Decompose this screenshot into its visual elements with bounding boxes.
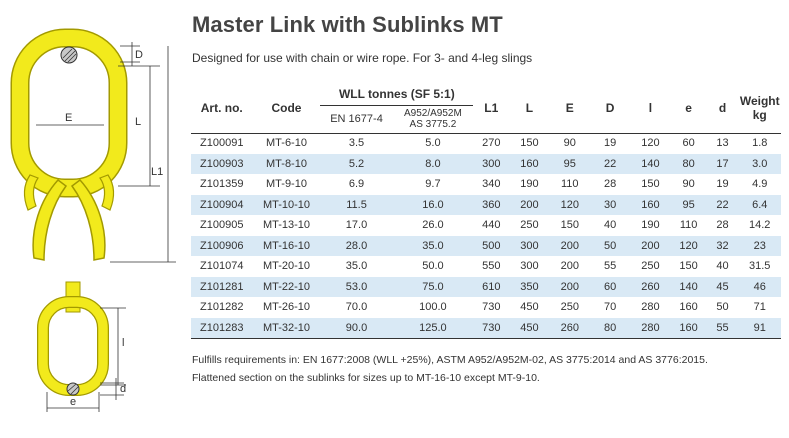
cell-d: 80 [590,318,630,339]
cell-l: 200 [630,236,670,257]
cell-l: 450 [509,318,549,339]
sublink-right [72,180,105,260]
cell-l: 300 [509,236,549,257]
header-wll: WLL tonnes (SF 5:1) [320,83,473,105]
cell-art: Z101359 [191,174,253,195]
cell-e: 150 [671,256,707,277]
cell-code: MT-16-10 [253,236,321,257]
cross-section-bottom [67,383,79,395]
cell-code: MT-9-10 [253,174,321,195]
cell-wll_en: 90.0 [320,318,392,339]
cell-l: 260 [630,277,670,298]
table-row [191,174,781,195]
cell-e: 200 [550,277,590,298]
cell-l: 190 [509,174,549,195]
cell-l: 450 [509,297,549,318]
header-weight: Weight kg [739,93,780,122]
table-row [191,256,781,277]
cell-d: 45 [707,277,739,298]
cell-d: 55 [590,256,630,277]
cell-kg: 23 [738,236,781,257]
header-d-small: d [718,100,727,115]
table-row [191,154,781,175]
cell-d: 40 [707,256,739,277]
cell-l1: 440 [473,215,509,236]
cell-e: 250 [550,297,590,318]
cell-wll_en: 53.0 [320,277,392,298]
header-L: L [525,100,534,115]
cell-e: 110 [550,174,590,195]
cell-l1: 730 [473,297,509,318]
cell-code: MT-22-10 [253,277,321,298]
dim-l-label: l [122,337,125,349]
cell-art: Z101282 [191,297,253,318]
cell-wll_astm: 16.0 [393,195,474,216]
cell-e: 160 [671,318,707,339]
cell-l1: 270 [473,133,509,154]
cell-art: Z101283 [191,318,253,339]
header-wll-en: EN 1677-4 [330,113,383,125]
cell-l: 280 [630,297,670,318]
cell-e: 120 [550,195,590,216]
cell-d: 17 [707,154,739,175]
cell-wll_astm: 35.0 [393,236,474,257]
cell-l: 300 [509,256,549,277]
cell-l1: 340 [473,174,509,195]
header-e-small: e [685,100,692,115]
cell-l: 160 [630,195,670,216]
cell-d: 60 [590,277,630,298]
cell-code: MT-32-10 [253,318,321,339]
table-row [191,215,781,236]
cell-e: 95 [671,195,707,216]
cell-d: 28 [707,215,739,236]
table-row [191,195,781,216]
cell-wll_astm: 125.0 [393,318,474,339]
cell-kg: 14.2 [738,215,781,236]
dim-L-label: L [135,116,142,128]
cell-d: 19 [590,133,630,154]
cell-wll_astm: 26.0 [393,215,474,236]
header-D: D [605,100,615,115]
table-body [191,133,781,338]
cell-l: 250 [509,215,549,236]
dim-L1-label: L1 [151,166,164,178]
table-row [191,236,781,257]
cell-kg: 6.4 [738,195,781,216]
page-subtitle: Designed for use with chain or wire rope. For 3- and 4-leg slings [192,51,533,65]
cell-l1: 360 [473,195,509,216]
cell-e: 60 [671,133,707,154]
cell-e: 110 [671,215,707,236]
cell-d: 50 [590,236,630,257]
cell-d: 19 [707,174,739,195]
cell-l1: 550 [473,256,509,277]
cell-l: 190 [630,215,670,236]
cell-code: MT-13-10 [253,215,321,236]
cell-art: Z100091 [191,133,253,154]
cell-l: 160 [509,154,549,175]
cell-e: 200 [550,236,590,257]
page-title: Master Link with Sublinks MT [192,12,503,37]
cell-l: 150 [509,133,549,154]
cell-e: 200 [550,256,590,277]
cell-wll_en: 11.5 [320,195,392,216]
header-L1: L1 [484,100,499,115]
cell-e: 140 [671,277,707,298]
cell-art: Z100904 [191,195,253,216]
cell-l: 350 [509,277,549,298]
header-E: E [565,100,574,115]
cell-e: 80 [671,154,707,175]
cell-code: MT-6-10 [253,133,321,154]
cell-kg: 3.0 [738,154,781,175]
cell-art: Z100903 [191,154,253,175]
dim-e-label: e [70,396,77,408]
cell-code: MT-26-10 [253,297,321,318]
cell-wll_astm: 9.7 [393,174,474,195]
spec-table [191,83,781,339]
cell-d: 22 [590,154,630,175]
cell-d: 28 [590,174,630,195]
header-wll-astm: A952/A952M AS 3775.2 [404,108,462,130]
cell-wll_astm: 8.0 [393,154,474,175]
dim-d-label: d [120,383,127,395]
cell-wll_astm: 75.0 [393,277,474,298]
header-art-no: Art. no. [200,100,243,115]
cell-l: 140 [630,154,670,175]
cell-l1: 730 [473,318,509,339]
cell-d: 50 [707,297,739,318]
header-code: Code [271,100,302,115]
cell-kg: 91 [738,318,781,339]
cell-kg: 46 [738,277,781,298]
cell-kg: 71 [738,297,781,318]
header-l-small: l [648,100,653,115]
cell-kg: 4.9 [738,174,781,195]
cell-wll_en: 35.0 [320,256,392,277]
cell-e: 95 [550,154,590,175]
cell-art: Z100906 [191,236,253,257]
sublink-left [33,180,66,260]
cell-wll_en: 28.0 [320,236,392,257]
cell-kg: 1.8 [738,133,781,154]
cell-l: 150 [630,174,670,195]
table-row [191,277,781,298]
cell-art: Z101074 [191,256,253,277]
cell-l1: 610 [473,277,509,298]
cell-e: 150 [550,215,590,236]
table-row [191,133,781,154]
table-row [191,297,781,318]
cell-d: 32 [707,236,739,257]
cell-wll_astm: 100.0 [393,297,474,318]
cell-d: 70 [590,297,630,318]
master-link-diagram [0,0,185,270]
cell-d: 13 [707,133,739,154]
cell-l: 250 [630,256,670,277]
cell-l: 200 [509,195,549,216]
cell-wll_astm: 5.0 [393,133,474,154]
cell-code: MT-10-10 [253,195,321,216]
cell-e: 160 [671,297,707,318]
cell-l1: 500 [473,236,509,257]
cell-wll_en: 3.5 [320,133,392,154]
cell-wll_astm: 50.0 [393,256,474,277]
cell-e: 90 [550,133,590,154]
cell-code: MT-20-10 [253,256,321,277]
cell-wll_en: 5.2 [320,154,392,175]
cell-kg: 31.5 [738,256,781,277]
cell-wll_en: 70.0 [320,297,392,318]
cell-l: 280 [630,318,670,339]
dim-E-label: E [65,112,73,124]
cell-l1: 300 [473,154,509,175]
dim-D-label: D [135,49,143,61]
cell-wll_en: 17.0 [320,215,392,236]
cell-e: 90 [671,174,707,195]
note-flattened: Flattened section on the sublinks for sizes up to MT-16-10 except MT-9-10. [192,372,540,384]
cell-d: 55 [707,318,739,339]
cell-art: Z101281 [191,277,253,298]
cell-d: 30 [590,195,630,216]
cell-d: 40 [590,215,630,236]
cell-d: 22 [707,195,739,216]
cell-e: 120 [671,236,707,257]
sublink-diagram [0,280,185,438]
cell-art: Z100905 [191,215,253,236]
cell-code: MT-8-10 [253,154,321,175]
table-row [191,318,781,339]
cell-l: 120 [630,133,670,154]
cell-wll_en: 6.9 [320,174,392,195]
cell-e: 260 [550,318,590,339]
note-standards: Fulfills requirements in: EN 1677:2008 (WLL +25%), ASTM A952/A952M-02, AS 3775:2014 and AS 3776:2015. [192,354,708,366]
